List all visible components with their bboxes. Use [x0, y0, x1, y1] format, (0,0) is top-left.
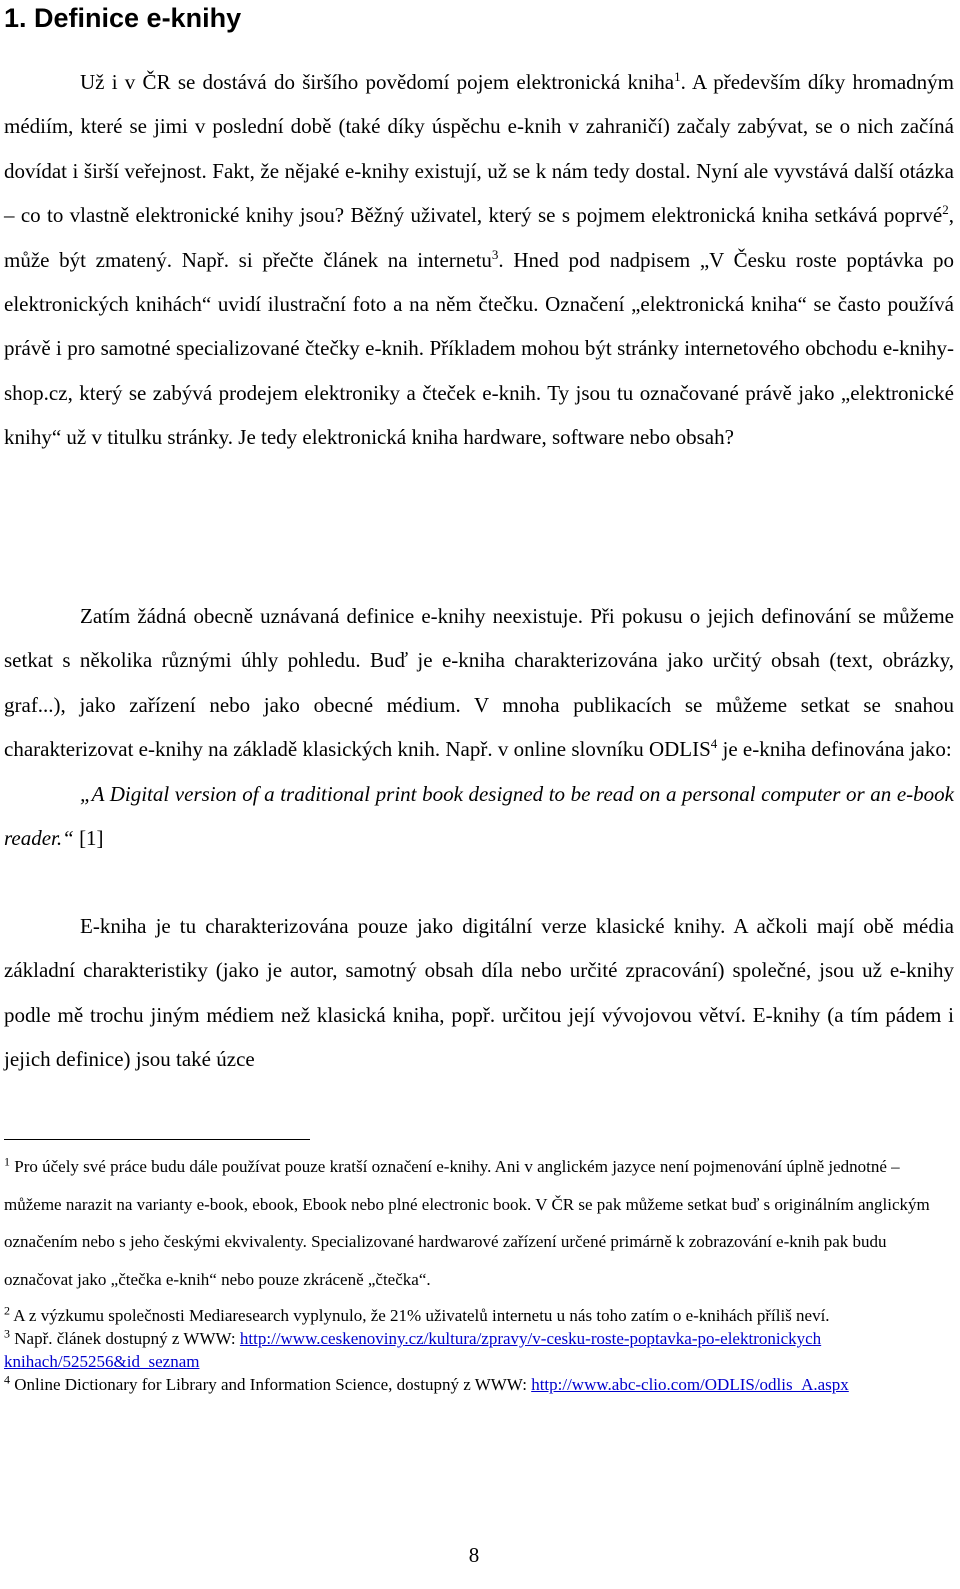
footnote-ref-1[interactable]: 1 [674, 69, 681, 84]
footnote-3-text: Např. článek dostupný z WWW: [10, 1329, 240, 1348]
footnote-3-link[interactable]: http://www.ceskenoviny.cz/kultura/zpravy/v-cesku-roste-poptavka-po-elektronickych knihach/525256&id_seznam [4, 1329, 822, 1371]
footnote-ref-4[interactable]: 4 [710, 736, 718, 752]
paragraph-1 [4, 60, 954, 460]
p1-text-d: . Hned pod nadpisem „V Česku roste poptávka po elektronických knihách“ uvidí ilustrační foto a na něm čtečku. Označení „elektronická kniha“ se často používá právě i pro samotné specializované čtečky e-knih. Příkladem mohou být stránky internetového obchodu e-knihy-shop.cz, který se zabývá prodejem elektroniky a čteček e-knih. Ty jsou tu označované právě jako „elektronické knihy“ už v titulku stránky. Je tedy elektronická kniha hardware, software nebo obsah? [4, 247, 954, 450]
footnote-4-link[interactable]: http://www.abc-clio.com/ODLIS/odlis_A.aspx [531, 1375, 849, 1394]
footnote-2-number: 2 [4, 1303, 10, 1318]
footnote-ref-3[interactable]: 3 [491, 246, 499, 262]
chapter-heading: 1. Definice e-knihy [4, 3, 242, 33]
footnotes [4, 1148, 944, 1396]
footnote-3-number: 3 [4, 1326, 10, 1341]
footnote-4 [4, 1373, 944, 1396]
footnote-4-text: Online Dictionary for Library and Information Science, dostupný z WWW: [10, 1375, 532, 1394]
footnote-ref-2[interactable]: 2 [942, 202, 949, 218]
footnote-1 [4, 1148, 944, 1298]
footnote-2 [4, 1304, 944, 1327]
footnote-1-text: Pro účely své práce budu dále používat pouze kratší označení e-knihy. Ani v anglickém jazyce není pojmenování úplně jednotné – můžeme narazit na varianty e-book, ebook, Ebook nebo plné electronic book. V ČR se pak můžeme setkat buď s originálním anglickým označením nebo s jeho českými ekvivalenty. Specializované hardwarové zařízení určené primárně k zobrazování e-knih pak budu označovat jako „čtečka e-knih“ nebo pouze zkráceně „čtečka“. [4, 1157, 930, 1289]
page-number: 8 [468, 1543, 480, 1567]
p2-text-a: Zatím žádná obecně uznávaná definice e-knihy neexistuje. Při pokusu o jejich definování se můžeme setkat s několika různými úhly pohledu. Buď je e-kniha charakterizována jako určitý obsah (text, obrázky, graf...), jako zařízení nebo jako obecné médium. V mnoha publikacích se můžeme setkat se snahou charakterizovat e-knihy na základě klasických knih. Např. v online slovníku ODLIS [4, 604, 954, 762]
p1-text-c: , může být zmatený. Např. si přečte článek na internetu [4, 203, 954, 272]
p1-text-b: . A především díky hromadným médiím, které se jimi v poslední době (také díky úspěchu e-knih v zahraničí) začaly zabývat, se o nich začíná dovídat i širší veřejnost. Fakt, že nějaké e-knihy existují, už se k nám tedy dostal. Nyní ale vyvstává další otázka – co to vlastně elektronické knihy jsou? Běžný uživatel, který se s pojmem elektronická kniha setkává poprvé [4, 70, 954, 228]
footnote-separator [4, 1139, 310, 1140]
p1-text-a: Už i v ČR se dostává do širšího povědomí pojem elektronická kniha [80, 70, 675, 94]
p2-text-b: je e-kniha definována jako: [717, 737, 952, 762]
odlis-quote: „A Digital version of a traditional print book designed to be read on a personal computer or an e-book reader.“ [4, 781, 954, 851]
footnote-4-number: 4 [4, 1372, 10, 1387]
quote-citation: [1] [73, 826, 104, 851]
paragraph-2 [4, 594, 954, 860]
paragraph-3: E-kniha je tu charakterizována pouze jako digitální verze klasické knihy. A ačkoli mají obě média základní charakteristiky (jako je autor, samotný obsah díla nebo určité zpracování) společné, jsou už e-knihy podle mě trochu jiným médiem než klasická kniha, popř. určitou její vývojovou větví. E-knihy (a tím pádem i jejich definice) jsou také úzce [4, 914, 954, 1072]
footnote-2-text: A z výzkumu společnosti Mediaresearch vyplynulo, že 21% uživatelů internetu u nás toho zatím o e-knihách příliš neví. [10, 1306, 830, 1325]
footnote-3 [4, 1327, 944, 1373]
footnote-1-number: 1 [4, 1154, 10, 1169]
